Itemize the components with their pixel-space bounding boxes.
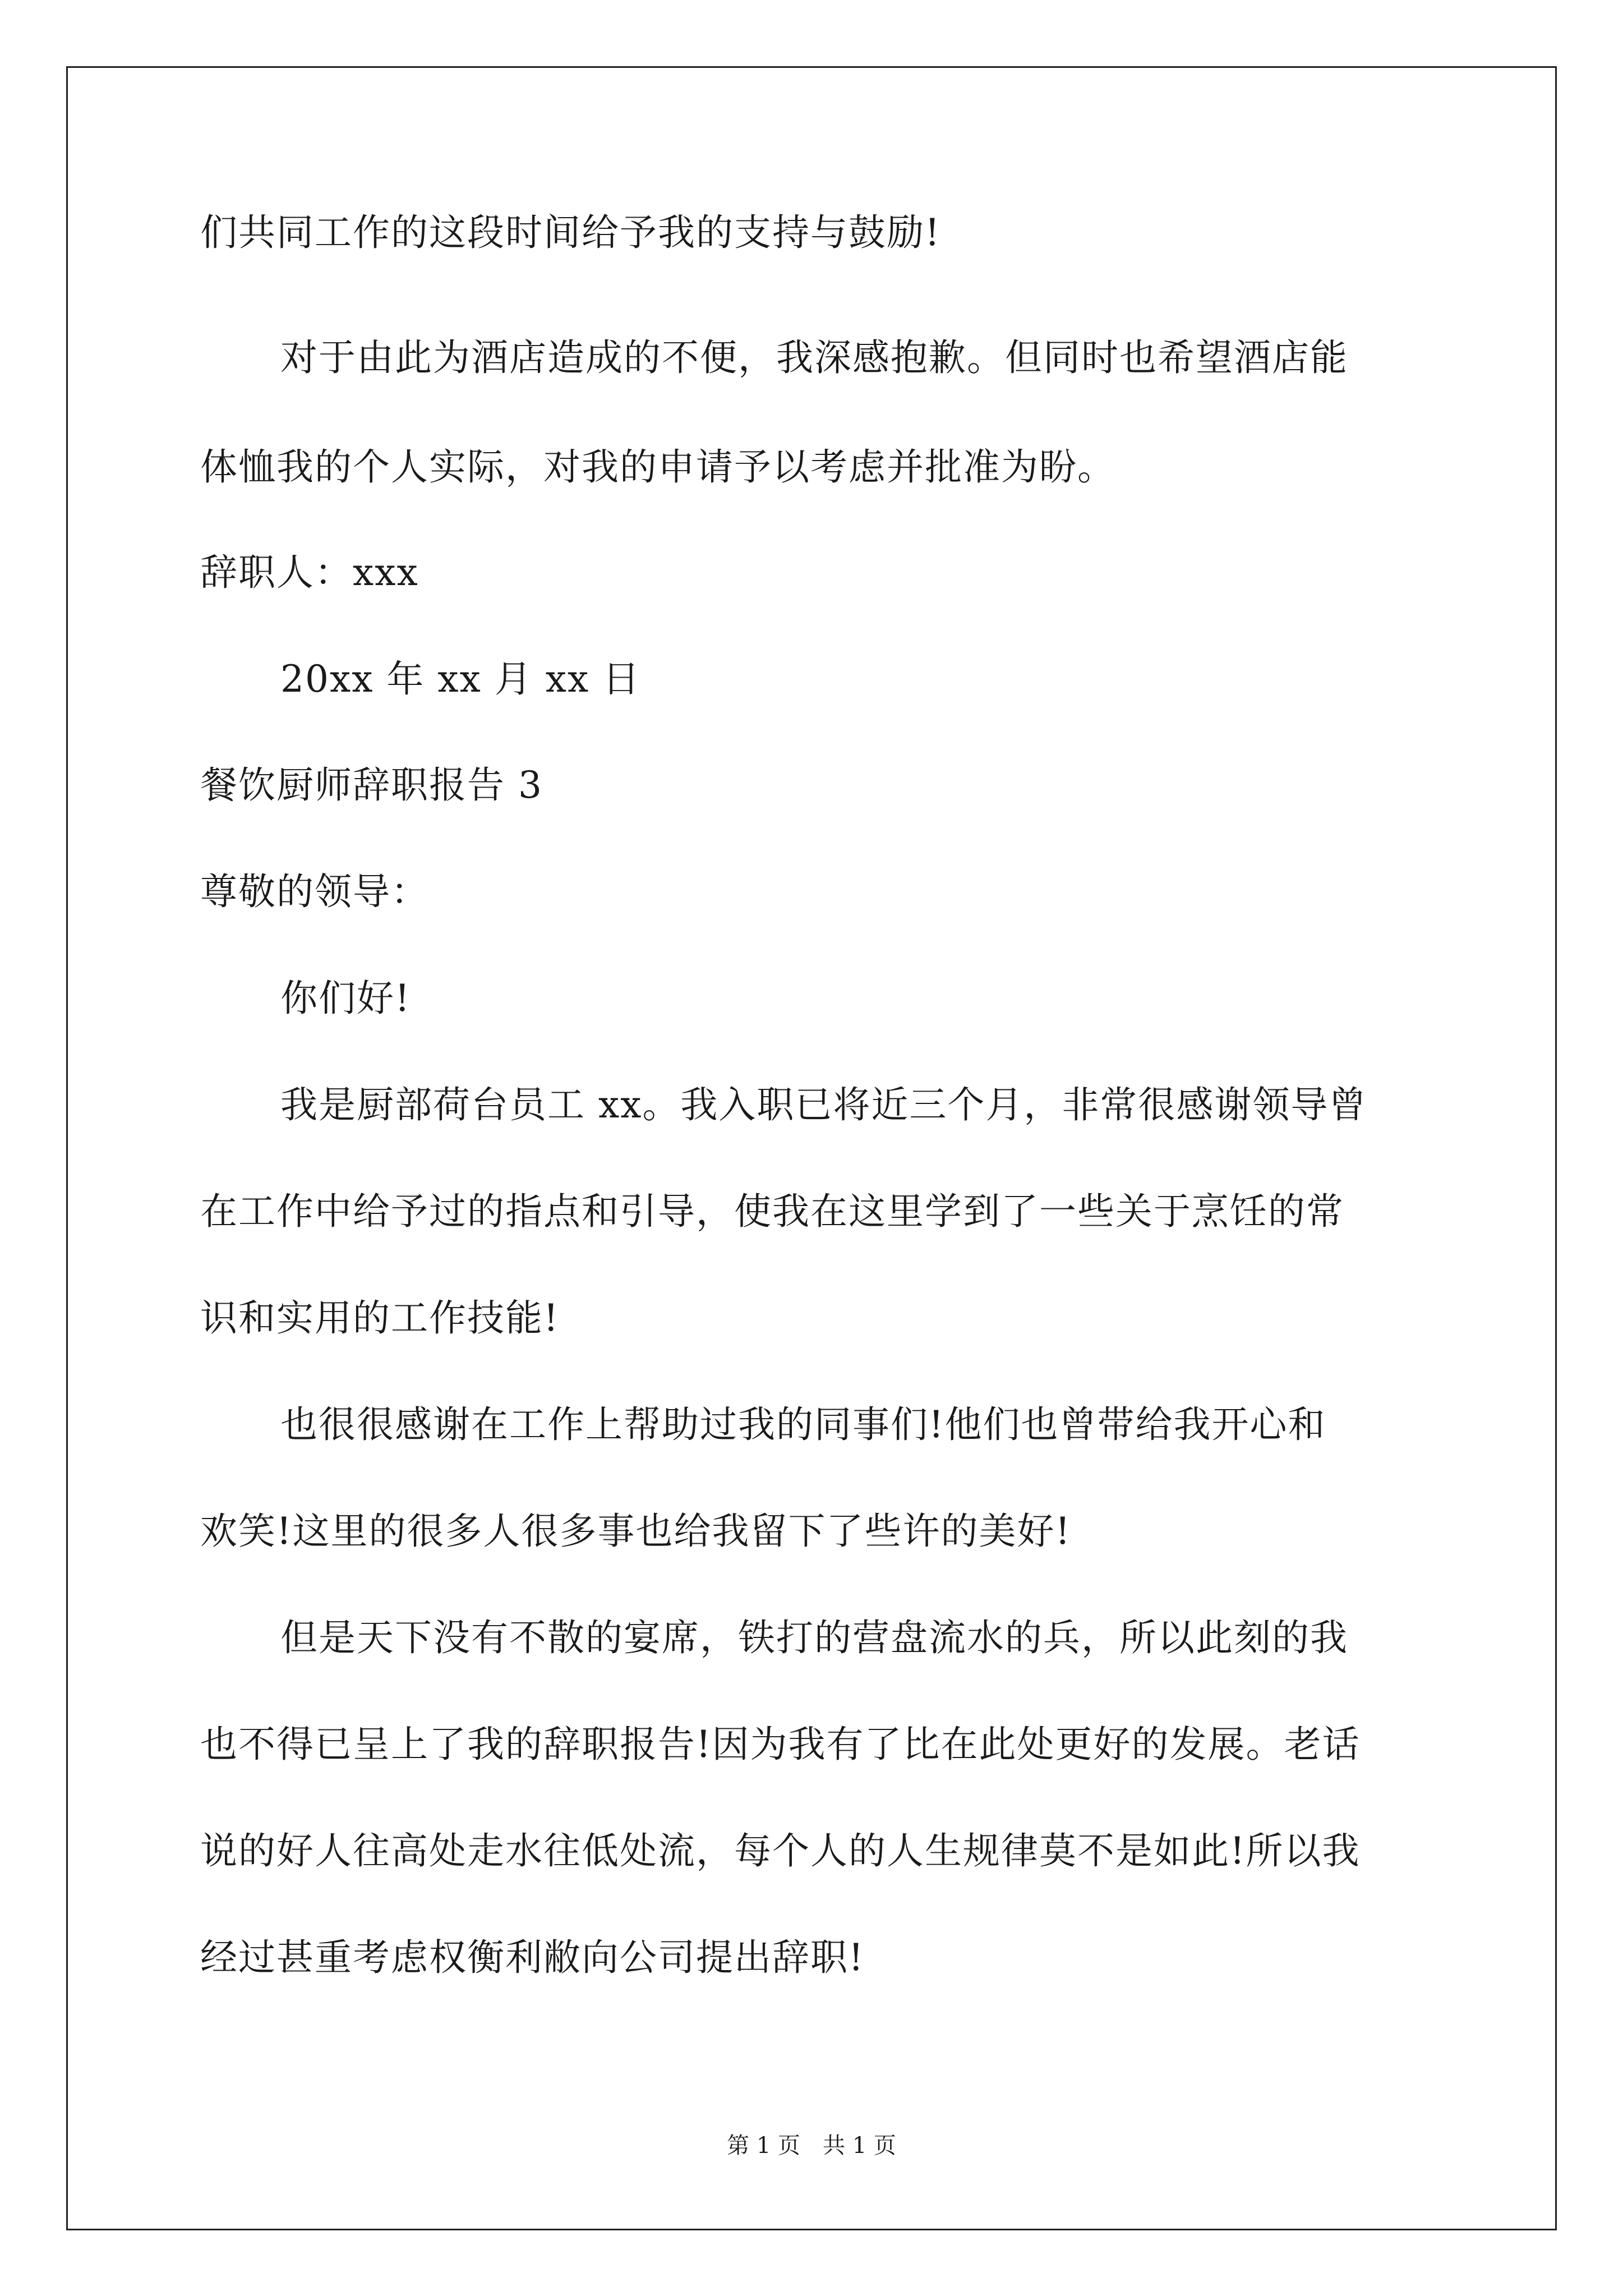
section-title: 餐饮厨师辞职报告 3 (200, 763, 543, 807)
page-border (66, 66, 1557, 2230)
page-footer: 第 1 页 共 1 页 (727, 2133, 896, 2159)
text-line-reason-2: 也不得已呈上了我的辞职报告!因为我有了比在此处更好的发展。老话 (200, 1723, 1361, 1766)
greeting: 你们好! (280, 977, 411, 1020)
text-line-request: 体恤我的个人实际，对我的申请予以考虑并批准为盼。 (200, 445, 1115, 489)
text-line-thanks-2: 欢笑!这里的很多人很多事也给我留下了些许的美好! (200, 1510, 1072, 1553)
text-line-thanks-1: 也很很感谢在工作上帮助过我的同事们!他们也曾带给我开心和 (280, 1403, 1326, 1446)
text-line-intro-2: 在工作中给予过的指点和引导，使我在这里学到了一些关于烹饪的常 (200, 1190, 1344, 1233)
text-line-apology: 对于由此为酒店造成的不便，我深感抱歉。但同时也希望酒店能 (280, 336, 1348, 379)
text-line-reason-4: 经过甚重考虑权衡利敝向公司提出辞职! (200, 1936, 865, 1979)
text-line-reason-1: 但是天下没有不散的宴席，铁打的营盘流水的兵，所以此刻的我 (280, 1616, 1348, 1659)
salutation: 尊敬的领导： (200, 870, 429, 913)
text-line-intro-1: 我是厨部荷台员工 xx。我入职已将近三个月，非常很感谢领导曾 (280, 1083, 1367, 1126)
text-line-continuation: 们共同工作的这段时间给予我的支持与鼓励! (200, 211, 941, 254)
signature-line: 辞职人：xxx (200, 551, 419, 594)
text-line-intro-3: 识和实用的工作技能! (200, 1296, 560, 1340)
date-line: 20xx 年 xx 月 xx 日 (280, 657, 641, 701)
text-line-reason-3: 说的好人往高处走水往低处流，每个人的人生规律莫不是如此!所以我 (200, 1829, 1361, 1872)
